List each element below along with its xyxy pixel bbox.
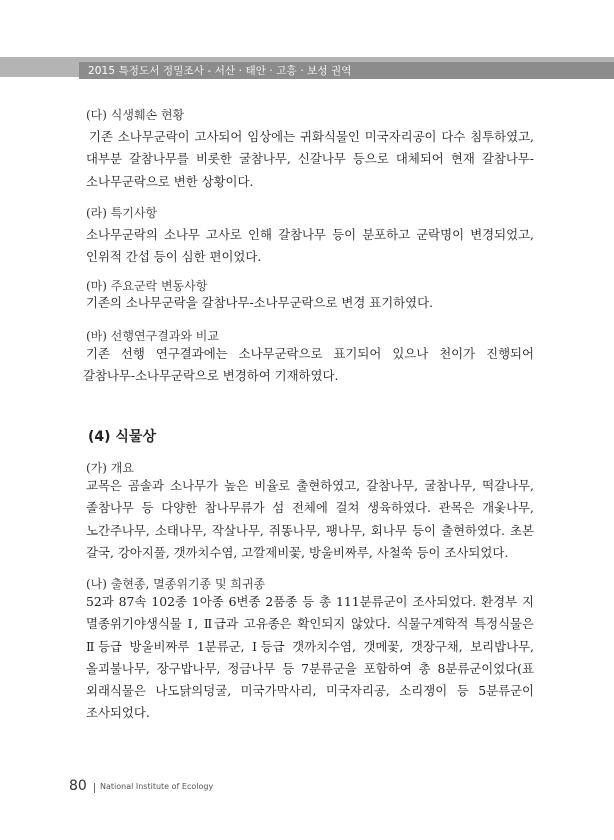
text-line: 멸종위기야생식물 Ⅰ, Ⅱ급과 고유종은 확인되지 않았다. 식물구계학적 특정식물은: [86, 616, 534, 632]
subsection-heading-ra: (라) 특기사항: [86, 206, 158, 220]
paragraph-na: [86, 591, 534, 725]
text-line: 기존의 소나무군락을 갈참나무-소나무군락으로 변경 표기하였다.: [86, 295, 434, 310]
paragraph-ga: [86, 475, 534, 564]
paragraph-ra: [86, 224, 534, 269]
text-line: 인위적 간섭 등이 심한 편이었다.: [86, 249, 262, 265]
header-title: 2015 특정도서 정밀조사 - 서산 · 태안 · 고흥 · 보성 권역: [88, 65, 352, 77]
page-number: 80: [69, 778, 87, 794]
text-line: 교목은 곰솔과 소나무가 높은 비율로 출현하였고, 갈참나무, 굴참나무, 떡갈나무,: [86, 478, 534, 493]
text-line: 갈참나무-소나무군락으로 변경하여 기재하였다.: [83, 368, 339, 384]
text-line: 졸참나무 등 다양한 참나무류가 섬 전체에 걸쳐 생육하였다. 관목은 개옻나무,: [86, 500, 534, 516]
text-line: Ⅱ등급 방울비짜루 1분류군, Ⅰ등급 갯까치수염, 갯메꽃, 갯장구채, 보리밥나무,: [86, 638, 534, 654]
paragraph-ma: [86, 292, 534, 314]
text-line: 52과 87속 102종 1아종 6변종 2품종 등 총 111분류군이 조사되었다. 환경부 지: [86, 594, 534, 609]
section-title-flora: (4) 식물상: [88, 429, 156, 445]
text-line: 소나무군락의 소나무 고사로 인해 갈참나무 등이 분포하고 군락명이 변경되었고,: [86, 227, 534, 242]
text-line: 외래식물은 나도닭의덩굴, 미국가막사리, 미국자리공, 소리쟁이 등 5분류군이: [86, 683, 534, 699]
subsection-heading-na: (나) 출현종, 멸종위기종 및 희귀종: [86, 577, 266, 591]
text-line: 소나무군락으로 변한 상황이다.: [86, 173, 254, 189]
text-line: 조사되었다.: [86, 705, 150, 721]
footer-publisher: National Institute of Ecology: [100, 782, 214, 791]
subsection-heading-da: (다) 식생훼손 현황: [86, 108, 185, 122]
paragraph-da: [86, 126, 534, 193]
subsection-heading-ga: (가) 개요: [86, 461, 134, 475]
text-line: 대부분 갈참나무를 비롯한 굴참나무, 신갈나무 등으로 대체되어 현재 갈참나무-: [86, 151, 534, 167]
text-line: 기존 소나무군락이 고사되어 임상에는 귀화식물인 미국자리공이 다수 침투하였고,: [89, 129, 534, 144]
text-line: 올괴불나무, 장구밥나무, 정금나무 등 7분류군을 포함하여 총 8분류군이었다(표: [86, 660, 534, 676]
subsection-heading-ma: (마) 주요군락 변동사항: [86, 279, 208, 293]
text-line: 갈국, 강아지풀, 갯까치수염, 고깔제비꽃, 방울비짜루, 사철쑥 등이 조사되었다.: [86, 544, 509, 560]
footer-divider: [94, 783, 95, 793]
subsection-heading-ba: (바) 선행연구결과와 비교: [86, 329, 219, 343]
text-line: 노간주나무, 소태나무, 작살나무, 쥐똥나무, 팽나무, 회나무 등이 출현하였다. 초본: [86, 522, 534, 538]
text-line: 기존 선행 연구결과에는 소나무군락으로 표기되어 있으나 천이가 진행되어: [86, 346, 534, 361]
paragraph-ba: [83, 343, 534, 388]
